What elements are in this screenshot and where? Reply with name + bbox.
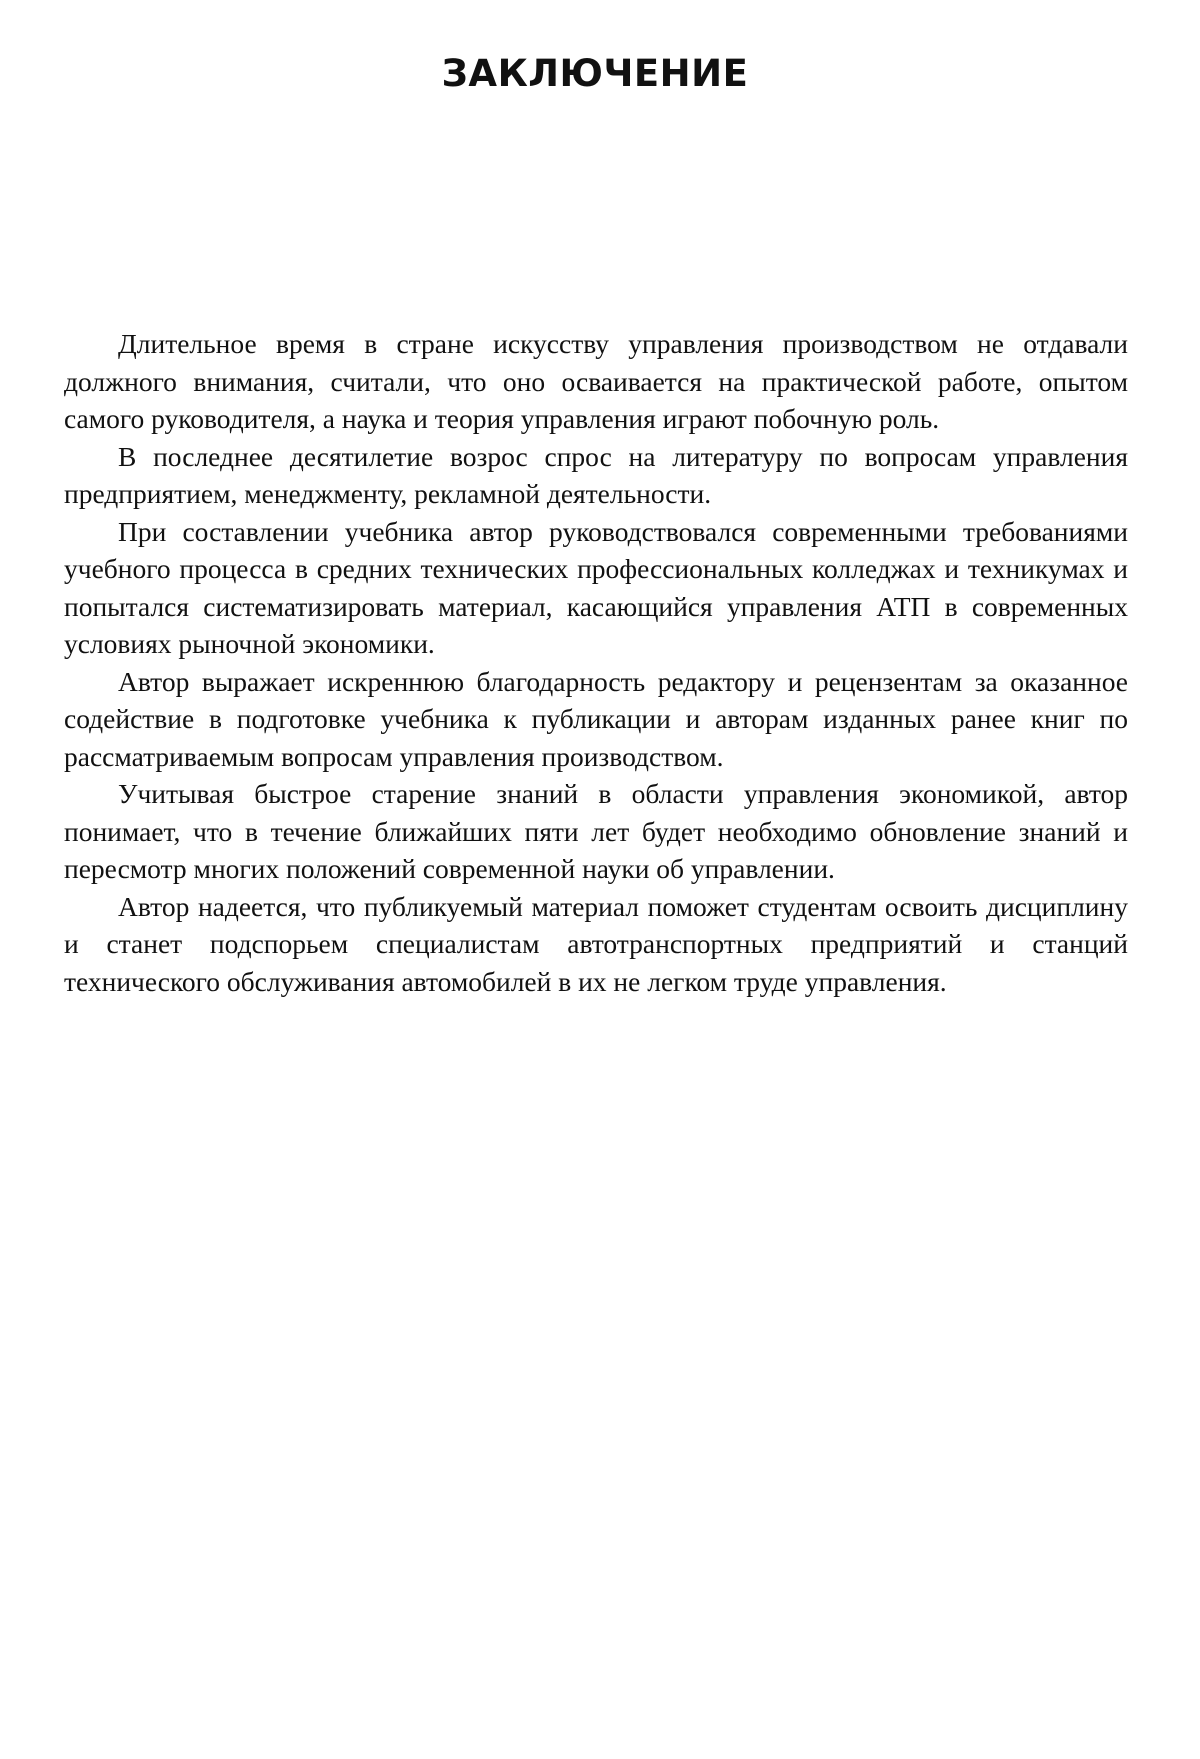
paragraph-5: Учитывая быстрое старение знаний в области управления экономикой, автор понимает, что в течение ближайших пяти лет будет необходимо обновление знаний и пересмотр многих положений современной науки об управлении. <box>64 778 1128 884</box>
paragraph-1: Длительное время в стране искусству управления производством не отдавали должного внимания, считали, что оно осваивается на практической работе, опытом самого руководителя, а наука и теория управления играют побочную роль. <box>64 328 1128 434</box>
paragraph-3: При составлении учебника автор руководствовался современными требованиями учебного процесса в средних технических профессиональных колледжах и техникумах и попытался систематизировать материал, касающийся управления АТП в современных условиях рыночной экономики. <box>64 515 1128 659</box>
page-title: ЗАКЛЮЧЕНИЕ <box>441 52 749 95</box>
body-text <box>64 325 1128 1000</box>
paragraph-4: Автор выражает искреннюю благодарность редактору и рецензентам за оказанное содействие в подготовке учебника к публикации и авторам изданных ранее книг по рассматриваемым вопросам управления производством. <box>64 665 1128 772</box>
paragraph-6: Автор надеется, что публикуемый материал поможет студентам освоить дисциплину и станет подспорьем специалистам автотранспортных предприятий и станций технического обслуживания автомобилей в их не легком труде управления. <box>64 890 1128 997</box>
paragraph-2: В последнее десятилетие возрос спрос на литературу по вопросам управления предприятием, менеджменту, рекламной деятельности. <box>64 440 1128 509</box>
